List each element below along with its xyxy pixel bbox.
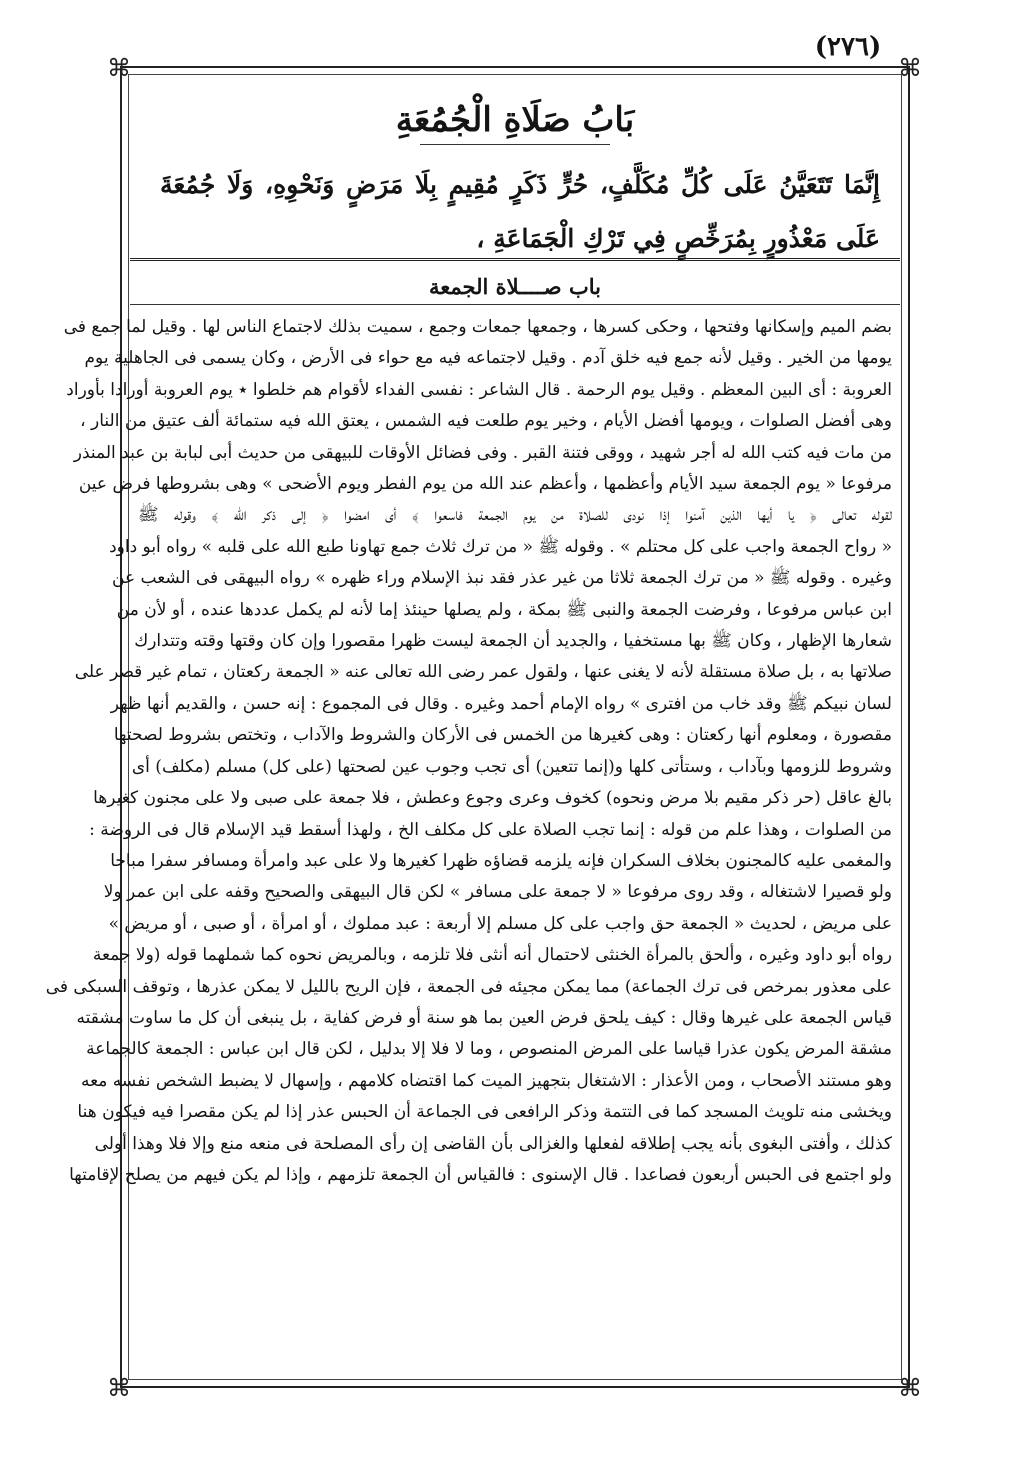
sharh-line: شعارها الإظهار ، وكان ﷺ بها مستخفيا ، والجديد أن الجمعة ليست ظهرا مقصورا وإن كان وقتها وقته وتتدارك (134, 631, 892, 652)
sharh-line: لسان نبيكم ﷺ وقد خاب من افترى » رواه الإمام أحمد وغيره . وقال فى المجموع : إنه حسن ، والقديم أنها ظهر (110, 693, 892, 714)
sharh-commentary (45, 312, 892, 1191)
sharh-line: « رواح الجمعة واجب على كل محتلم » . وقوله ﷺ « من ترك ثلاث جمع تهاونا طبع الله على قلبه » رواه أبو داود (109, 536, 892, 557)
corner-ornament-icon: ⌘ (107, 54, 131, 82)
section-divider (130, 258, 900, 261)
sharh-line: ويخشى منه تلويث المسجد كما فى التتمة وذكر الرافعى فى الجماعة أن الحبس عذر إذا لم يكن مقصرا فيه فيكون هنا (77, 1102, 892, 1123)
sharh-line: ولو قصيرا لاشتغاله ، وقد روى مرفوعا « لا جمعة على مسافر » لكن قال البيهقى والصحيح وقفه على ابن عمر ولا (103, 882, 892, 903)
corner-ornament-icon: ⌘ (898, 1374, 922, 1402)
sharh-line: ابن عباس مرفوعا ، وفرضت الجمعة والنبى ﷺ بمكة ، ولم يصلها حينئذ إما لأنه لم يكمل عددها عنده ، أو لأن من (116, 599, 892, 620)
corner-ornament-icon: ⌘ (107, 1374, 131, 1402)
sharh-line: بالغ عاقل (حر ذكر مقيم بلا مرض ونحوه) كخوف وعرى وجوع وعطش ، فلا جمعة على صبى ولا على مجنون كغيرها (93, 788, 892, 809)
matn-chapter-title: بَابُ صَلَاةِ الْجُمُعَةِ (395, 100, 635, 140)
sharh-line: مرفوعا « يوم الجمعة سيد الأيام وأعظمها ، وأعظم عند الله من يوم الفطر ويوم الأضحى » وهى بشروطها فرض عين (78, 474, 892, 495)
sharh-line: العروبة : أى البين المعظم . وقيل يوم الرحمة . قال الشاعر : نفسى الفداء لأقوام هم خلطوا ٭ يوم العروبة أورادا بأوراد (66, 379, 892, 400)
matn-text: إِنَّمَا تَتَعَيَّنُ عَلَى كُلِّ مُكَلَّفٍ، حُرٍّ ذَكَرٍ مُقِيمٍ بِلَا مَرَضٍ وَنَحْوِهِ، وَلَا جُمُعَةَ عَلَى مَعْذُورٍ بِمُرَخِّصٍ فِي تَرْكِ الْجَمَاعَةِ ، (160, 170, 880, 253)
sharh-line: والمغمى عليه كالمجنون بخلاف السكران فإنه يلزمه قضاؤه ظهرا كغيرها ولا على عبد وامرأة ومسافر سفرا مباحا (110, 850, 892, 871)
sharh-line: مشقة المرض يكون عذرا قياسا على المرض المنصوص ، وما لا فلا إلا بدليل ، لكن قال ابن عباس : الجمعة كالجماعة (86, 1039, 892, 1060)
sharh-line: رواه أبو داود وغيره ، وألحق بالمرأة الخنثى لاحتمال أنه أنثى فلا تلزمه ، وبالمريض نحوه كما شملهما قوله (ولا جمعة (92, 945, 892, 966)
sharh-line: لقوله تعالى ﴿ يا أيها الذين آمنوا إذا نودى للصلاة من يوم الجمعة فاسعوا ﴾ أى امضوا ﴿ إلى ذكر الله ﴾ وقوله ﷺ (138, 505, 892, 526)
sharh-line: من الصلوات ، وهذا علم من قوله : إنما تجب الصلاة على كل مكلف الخ ، ولهذا أسقط قيد الإسلام قال فى الروضة : (89, 819, 892, 840)
sharh-title-rule (130, 304, 900, 305)
page-number: (٢٧٦) (814, 32, 882, 62)
sharh-line: وهو مستند الأصحاب ، ومن الأعذار : الاشتغال بتجهيز الميت كما اقتضاه كلامهم ، وإسهال لا يضبط الشخص نفسه معه (80, 1070, 892, 1091)
sharh-line: وشروط للزومها وبآداب ، وستأتى كلها و(إنما تتعين) أى تجب وجوب عين لصحتها (على كل) مسلم (مكلف) أى (131, 756, 892, 777)
sharh-line: وهى أفضل الصلوات ، ويومها أفضل الأيام ، وخير يوم طلعت فيه الشمس ، يعتق الله فيه ستمائة ألف عتيق من النار ، (80, 411, 892, 432)
sharh-line: على مريض ، لحديث « الجمعة حق واجب على كل مسلم إلا أربعة : عبد مملوك ، أو امرأة ، أو صبى ، أو مريض » (108, 913, 892, 934)
sharh-line: كذلك ، وأفتى البغوى بأنه يجب إطلاقه لفعلها والغزالى بأن القاضى إن رأى المصلحة فى منعه منع وإلا فلا وهذا أولى (94, 1133, 892, 1154)
sharh-line: صلاتها به ، بل صلاة مستقلة لأنه لا يغنى عنها ، ولقول عمر رضى الله تعالى عنه « الجمعة ركعتان ، تمام غير قصر على (74, 662, 892, 683)
sharh-line: على معذور بمرخص فى ترك الجماعة) مما يمكن مجيئه فى الجمعة ، فإن الريح بالليل لا يمكن عذرها ، وتوقف السبكى فى (45, 976, 892, 997)
corner-ornament-icon: ⌘ (898, 54, 922, 82)
sharh-line: بضم الميم وإسكانها وفتحها ، وحكى كسرها ، وجمعها جمعات وجمع ، سميت بذلك لاجتماع الناس لها . وقيل لما جمع فى (63, 317, 892, 337)
sharh-line: يومها من الخير . وقيل لأنه جمع فيه خلق آدم . وقيل لاجتماعه فيه مع حواء فى الأرض ، وكان يسمى فى الجاهلية يوم (84, 348, 892, 369)
sharh-line: من مات فيه كتب الله له أجر شهيد ، ووقى فتنة القبر . وفى فضائل الأوقات للبيهقى من حديث أبى لبابة بن عبد المنذر (73, 442, 892, 463)
sharh-chapter-title: باب صــــلاة الجمعة (429, 274, 601, 299)
sharh-line: ولو اجتمع فى الحبس أربعون فصاعدا . قال الإسنوى : فالقياس أن الجمعة تلزمهم ، وإذا لم يكن فيهم من يصلح لإقامتها (69, 1164, 892, 1185)
sharh-line: وغيره . وقوله ﷺ « من ترك الجمعة ثلاثا من غير عذر فقد نبذ الإسلام وراء ظهره » رواه البيهقى فى الشعب عن (112, 568, 892, 589)
title-underline (420, 144, 610, 145)
sharh-line: مقصورة ، ومعلوم أنها ركعتان : وهى كغيرها من الخمس فى الأركان والشروط والآداب ، وتختص بشروط لصحتها (113, 725, 892, 746)
sharh-line: قياس الجمعة على غيرها وقال : كيف يلحق فرض العين بما هو سنة أو فرض كفاية ، بل ينبغى أن كل ما ساوت مشقته (76, 1007, 892, 1028)
